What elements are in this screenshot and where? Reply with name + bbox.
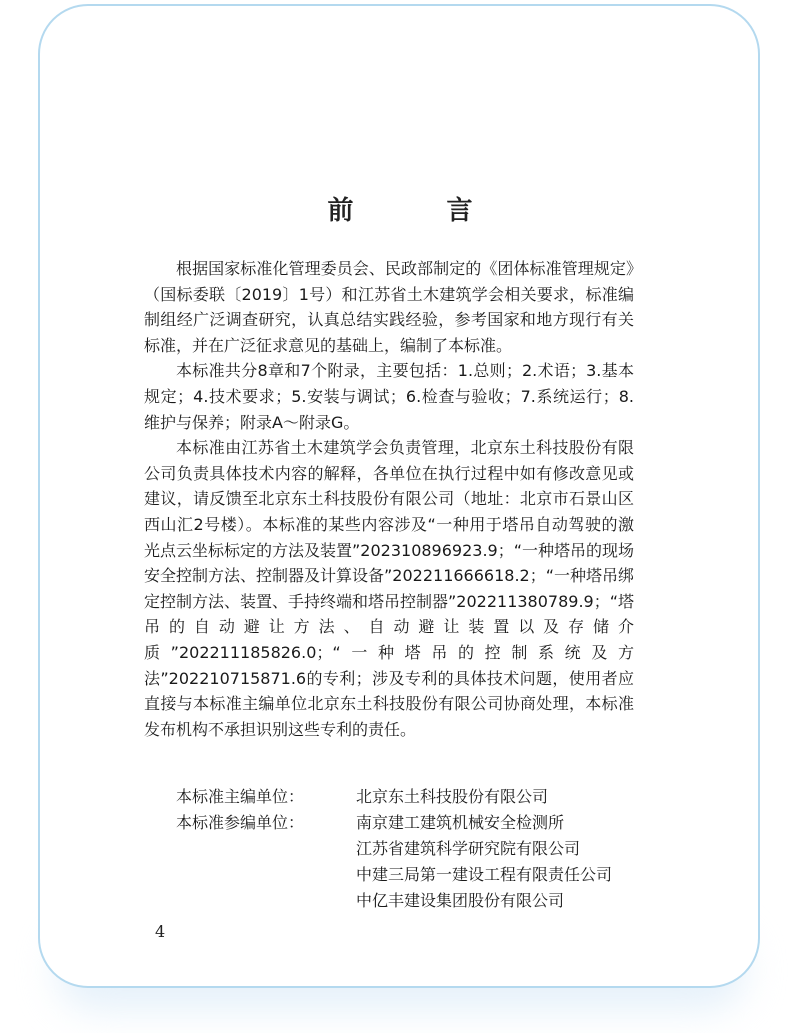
participating-units-row (176, 810, 613, 910)
drafting-units (176, 784, 613, 910)
chief-unit-row (176, 784, 612, 810)
paragraph: 本标准由江苏省土木建筑学会负责管理，北京东土科技股份有限公司负责具体技术内容的解释，各单位在执行过程中如有修改意见或建议，请反馈至北京东土科技股份有限公司（地址：北京市石景山区西山汇2号楼）。本标准的某些内容涉及“一种用于塔吊自动驾驶的激光点云坐标标定的方法及装置”202310896923.9；“一种塔吊的现场安全控制方法、控制器及计算设备”202211666618.2；“一种塔吊绑定控制方法、装置、手持终端和塔吊控制器”202211380789.9；“塔吊的自动避让方法、自动避让装置以及存储介质”202211185826.0；“一种塔吊的控制系统及方法”202210715871.6的专利；涉及专利的具体技术问题，使用者应直接与本标准主编单位北京东土科技股份有限公司协商处理，本标准发布机构不承担识别这些专利的责任。 (144, 438, 635, 739)
participating-units-label: 本标准参编单位： (176, 813, 305, 832)
paragraph: 本标准共分8章和7个附录，主要包括：1.总则；2.术语；3.基本规定；4.技术要求；5.安装与调试；6.检查与验收；7.系统运行；8.维护与保养；附录A～附录G。 (144, 361, 634, 432)
page-number: 4 (155, 922, 166, 941)
chief-unit-label: 本标准主编单位： (176, 787, 305, 806)
page-title: 前 言 (327, 196, 515, 226)
participating-unit-name: 南京建工建筑机械安全检测所 (356, 813, 565, 832)
participating-unit-name: 中亿丰建设集团股份有限公司 (356, 891, 565, 910)
chief-unit-name: 北京东土科技股份有限公司 (356, 787, 549, 806)
paragraph: 根据国家标准化管理委员会、民政部制定的《团体标准管理规定》（国标委联〔2019〕1号）和江苏省土木建筑学会相关要求，标准编制组经广泛调查研究，认真总结实践经验，参考国家和地方现行有关标准，并在广泛征求意见的基础上，编制了本标准。 (144, 259, 634, 355)
preface-body (144, 256, 634, 742)
participating-unit-name: 江苏省建筑科学研究院有限公司 (356, 839, 581, 858)
participating-unit-name: 中建三局第一建设工程有限责任公司 (356, 865, 613, 884)
